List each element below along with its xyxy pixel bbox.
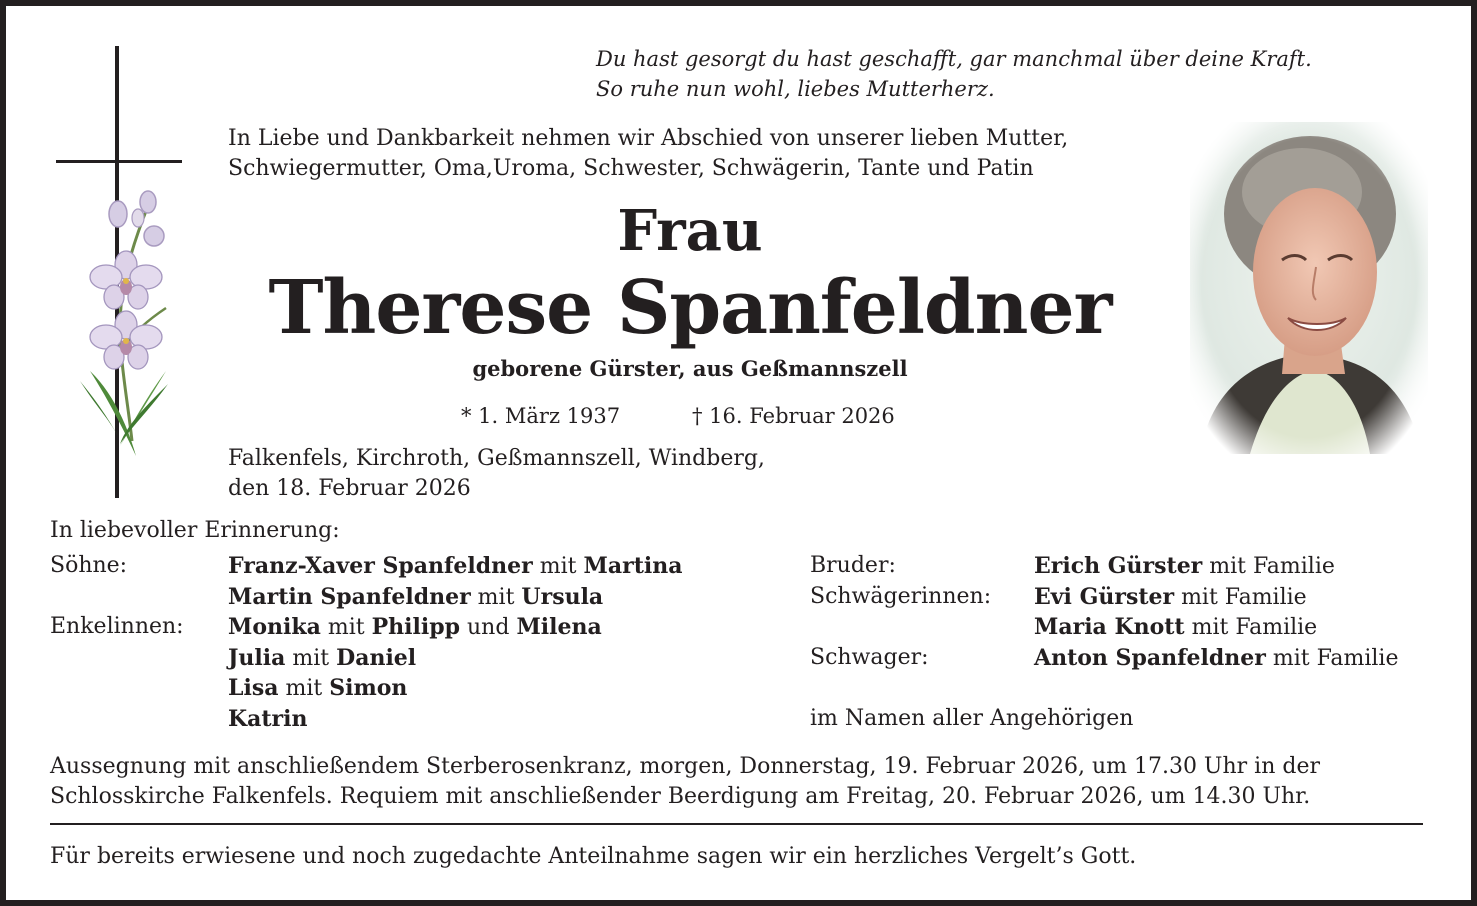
mourner-name: Martin Spanfeldner xyxy=(228,583,471,610)
portrait-photo xyxy=(1190,122,1428,454)
intro-line-1: In Liebe und Dankbarkeit nehmen wir Abschied von unserer lieben Mutter, xyxy=(228,126,1069,151)
cross-horizontal xyxy=(56,160,182,163)
divider xyxy=(50,823,1423,825)
left-mourner-names xyxy=(228,612,682,643)
mourner-name: Ursula xyxy=(521,583,604,610)
poem-line-1: Du hast gesorgt du hast geschafft, gar manchmal über deine Kraft. xyxy=(596,47,1312,71)
death-date: † 16. Februar 2026 xyxy=(692,404,895,428)
right-mourner-names xyxy=(1034,551,1398,582)
right-mourner-names xyxy=(1034,643,1398,674)
right-mourner-names xyxy=(1034,612,1398,643)
mourner-name: Monika xyxy=(228,614,321,641)
connector-text: mit Familie xyxy=(1265,645,1399,671)
right-relation-label: Schwägerinnen: xyxy=(810,583,992,609)
connector-text: mit Familie xyxy=(1184,615,1318,641)
birth-date: * 1. März 1937 xyxy=(461,404,621,428)
connector-text: mit xyxy=(320,615,372,641)
mourner-name: Philipp xyxy=(371,614,461,641)
mourners-right-names xyxy=(1034,551,1398,735)
right-mourner-names xyxy=(1034,673,1398,704)
right-relation-label: Schwager: xyxy=(810,644,929,670)
left-relation-label: Enkelinnen: xyxy=(50,614,184,640)
right-relation-label: im Namen aller Angehörigen xyxy=(810,705,1134,731)
left-mourner-names xyxy=(228,704,682,735)
connector-text: mit xyxy=(470,584,522,610)
mourner-name: Katrin xyxy=(228,705,308,732)
poem-line-2: So ruhe nun wohl, liebes Mutterherz. xyxy=(596,77,995,101)
place-date xyxy=(228,444,765,504)
mourners-heading: In liebevoller Erinnerung: xyxy=(50,518,340,543)
left-relation-label xyxy=(50,643,184,674)
mourner-name: Evi Gürster xyxy=(1034,583,1175,610)
mourner-name: Maria Knott xyxy=(1034,614,1185,641)
left-relation-label xyxy=(50,704,184,735)
salutation: Frau xyxy=(617,198,763,264)
left-relation-label: Söhne: xyxy=(50,553,128,578)
life-dates xyxy=(461,401,895,431)
mourner-name: Daniel xyxy=(336,644,417,671)
birth-name: geborene Gürster, aus Geßmannszell xyxy=(472,356,908,381)
deceased-name: Therese Spanfeldner xyxy=(268,265,1112,351)
service-line-1: Aussegnung mit anschließendem Sterberosenkranz, morgen, Donnerstag, 19. Februar 2026, um 17.30 Uhr in der xyxy=(50,754,1320,779)
left-mourner-names xyxy=(228,582,682,613)
mourner-name: Julia xyxy=(228,644,286,671)
mourner-name: Simon xyxy=(329,675,408,702)
poem xyxy=(596,44,1312,104)
mourner-name: Lisa xyxy=(228,675,279,702)
service-line-2: Schlosskirche Falkenfels. Requiem mit anschließender Beerdigung am Freitag, 20. Februar 2026, um 14.30 Uhr. xyxy=(50,784,1311,809)
left-mourner-names xyxy=(228,551,682,582)
connector-text: mit xyxy=(285,645,337,671)
connector-text: mit xyxy=(278,676,330,702)
mourner-name: Milena xyxy=(516,614,602,641)
mourner-name: Anton Spanfeldner xyxy=(1034,644,1266,671)
connector-text: mit Familie xyxy=(1202,554,1335,579)
intro-text xyxy=(228,124,1068,184)
left-mourner-names xyxy=(228,643,682,674)
mourners-left-names xyxy=(228,551,682,735)
date-line: den 18. Februar 2026 xyxy=(228,476,471,501)
mourner-name: Martina xyxy=(583,553,683,579)
connector-text: und xyxy=(460,615,517,641)
thanks-text: Für bereits erwiesene und noch zugedachte Anteilnahme sagen wir ein herzliches Vergelt’s Gott. xyxy=(50,844,1137,869)
right-relation-label: Bruder: xyxy=(810,553,896,578)
left-relation-label xyxy=(50,582,184,613)
place-line: Falkenfels, Kirchroth, Geßmannszell, Windberg, xyxy=(228,446,765,471)
service-info xyxy=(50,752,1320,812)
mourner-name: Erich Gürster xyxy=(1034,553,1203,579)
connector-text: mit xyxy=(532,554,584,579)
mourners-left-labels xyxy=(50,551,184,735)
connector-text: mit Familie xyxy=(1174,584,1307,610)
mourner-name: Franz-Xaver Spanfeldner xyxy=(228,553,533,579)
left-relation-label xyxy=(50,673,184,704)
intro-line-2: Schwiegermutter, Oma,Uroma, Schwester, Schwägerin, Tante und Patin xyxy=(228,156,1034,181)
right-mourner-names xyxy=(1034,582,1398,613)
right-mourner-names xyxy=(1034,704,1398,735)
left-mourner-names xyxy=(228,673,682,704)
